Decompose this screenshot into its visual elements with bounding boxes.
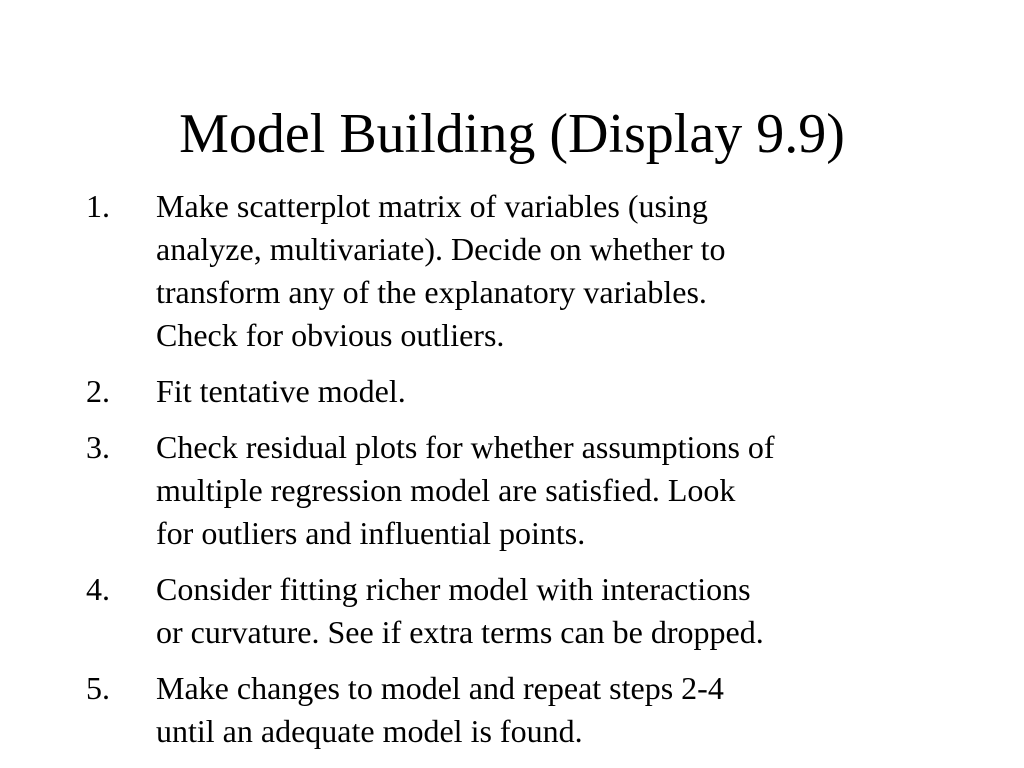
item-text: Make scatterplot matrix of variables (using analyze, multivariate). Decide on whether to transform any of the explanatory variables. Check for obvious outliers. (156, 188, 726, 353)
list-item (86, 370, 966, 413)
item-number: 5. (86, 670, 110, 706)
slide-title: Model Building (Display 9.9) (179, 103, 845, 165)
item-text: Fit tentative model. (156, 373, 406, 409)
item-number: 3. (86, 429, 110, 465)
list-item (86, 568, 966, 654)
item-number: 2. (86, 373, 110, 409)
item-text: Make changes to model and repeat steps 2-4 until an adequate model is found. (156, 670, 724, 749)
list-item (86, 185, 966, 357)
item-text: Consider fitting richer model with interactions or curvature. See if extra terms can be dropped. (156, 571, 764, 650)
item-text: Check residual plots for whether assumptions of multiple regression model are satisfied. Look for outliers and influential points. (156, 429, 775, 551)
step-list (86, 185, 966, 766)
item-number: 1. (86, 188, 110, 224)
list-item (86, 667, 966, 753)
item-number: 4. (86, 571, 110, 607)
list-item (86, 426, 966, 555)
